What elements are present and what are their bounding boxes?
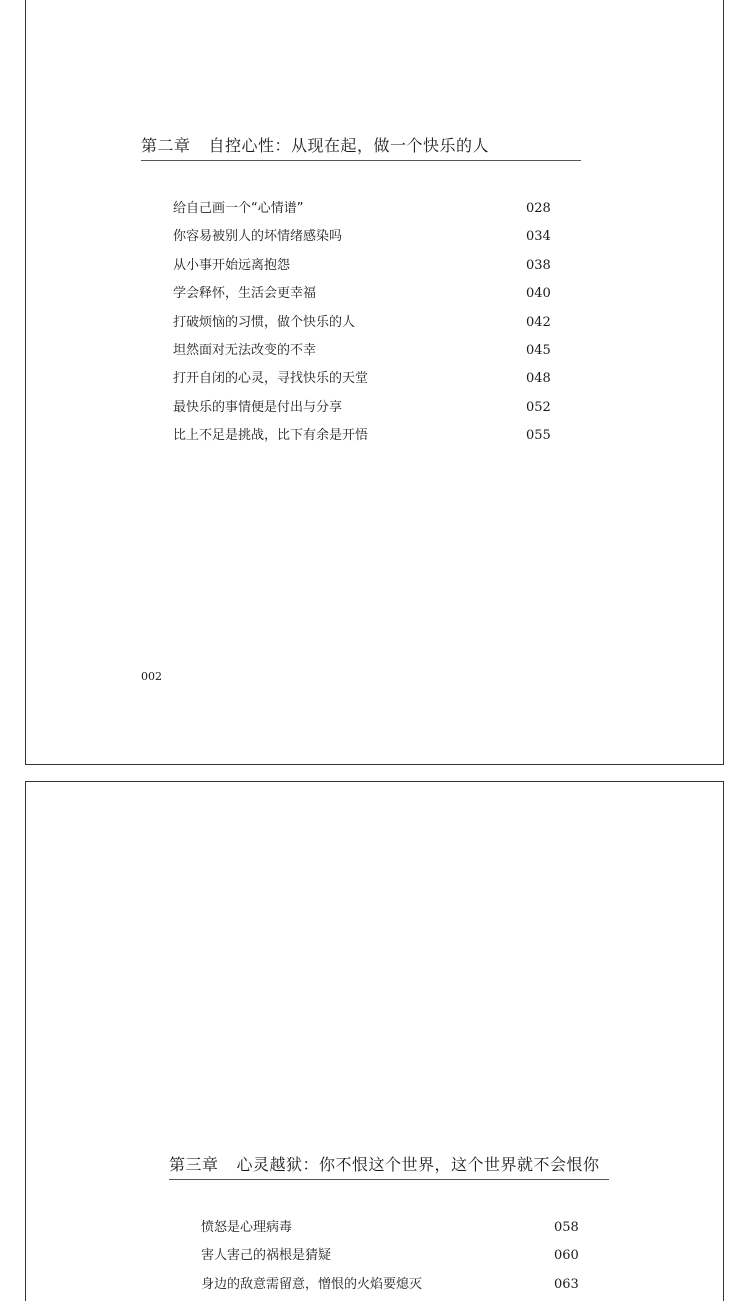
toc-entry[interactable] (173, 199, 551, 227)
toc-entry-page: 063 (554, 1276, 579, 1292)
chapter-heading (169, 1152, 609, 1180)
toc-entry-page: 058 (554, 1220, 579, 1235)
toc-entry[interactable] (201, 1218, 579, 1246)
toc-entry-title: 学会释怀，生活会更幸福 (173, 286, 317, 302)
toc-entry[interactable] (201, 1246, 579, 1274)
toc-entry[interactable] (173, 256, 551, 284)
toc-entry-page: 052 (526, 399, 551, 415)
toc-entry[interactable] (173, 426, 551, 454)
toc-entry[interactable] (173, 284, 551, 312)
toc-entry-page: 040 (526, 286, 551, 302)
toc-entry-title: 给自己画一个“心情谱” (173, 201, 304, 216)
chapter-number: 第三章 (169, 1155, 219, 1174)
chapter-title: 心灵越狱：你不恨这个世界，这个世界就不会恨你 (236, 1155, 600, 1174)
toc-entry[interactable] (201, 1275, 579, 1301)
toc-entry-page: 045 (526, 342, 551, 358)
toc-entry-page: 055 (526, 428, 551, 444)
toc-entry[interactable] (173, 398, 551, 426)
toc-entry-page: 042 (526, 314, 551, 330)
toc-entry-title: 从小事开始远离抱怨 (173, 257, 291, 273)
chapter-number: 第二章 (141, 136, 191, 155)
toc-entry-page: 038 (526, 257, 551, 273)
toc-list (201, 1218, 579, 1301)
toc-entry-title: 害人害己的祸根是猜疑 (201, 1248, 332, 1264)
chapter-heading (141, 133, 581, 161)
toc-entry-title: 最快乐的事情便是付出与分享 (173, 399, 343, 415)
toc-entry-page: 028 (526, 201, 551, 216)
toc-entry-page: 060 (554, 1248, 579, 1264)
toc-entry[interactable] (173, 227, 551, 255)
toc-entry-title: 比上不足是挑战，比下有余是开悟 (173, 428, 369, 444)
toc-list (173, 199, 551, 455)
toc-entry-title: 愤怒是心理病毒 (201, 1220, 293, 1235)
chapter-title: 自控心性：从现在起，做一个快乐的人 (208, 136, 490, 155)
toc-entry[interactable] (173, 369, 551, 397)
toc-entry-page: 034 (526, 229, 551, 245)
toc-entry-title: 身边的敌意需留意，憎恨的火焰要熄灭 (201, 1276, 423, 1292)
toc-entry-title: 你容易被别人的坏情绪感染吗 (173, 229, 343, 245)
toc-entry-title: 打开自闭的心灵，寻找快乐的天堂 (173, 371, 369, 387)
toc-entry-page: 048 (526, 371, 551, 387)
toc-entry-title: 打破烦恼的习惯，做个快乐的人 (173, 314, 356, 330)
toc-entry[interactable] (173, 313, 551, 341)
toc-page-1 (25, 0, 724, 765)
toc-entry-title: 坦然面对无法改变的不幸 (173, 342, 317, 358)
toc-entry[interactable] (173, 341, 551, 369)
page-number: 002 (141, 670, 162, 683)
toc-page-2 (25, 781, 724, 1301)
